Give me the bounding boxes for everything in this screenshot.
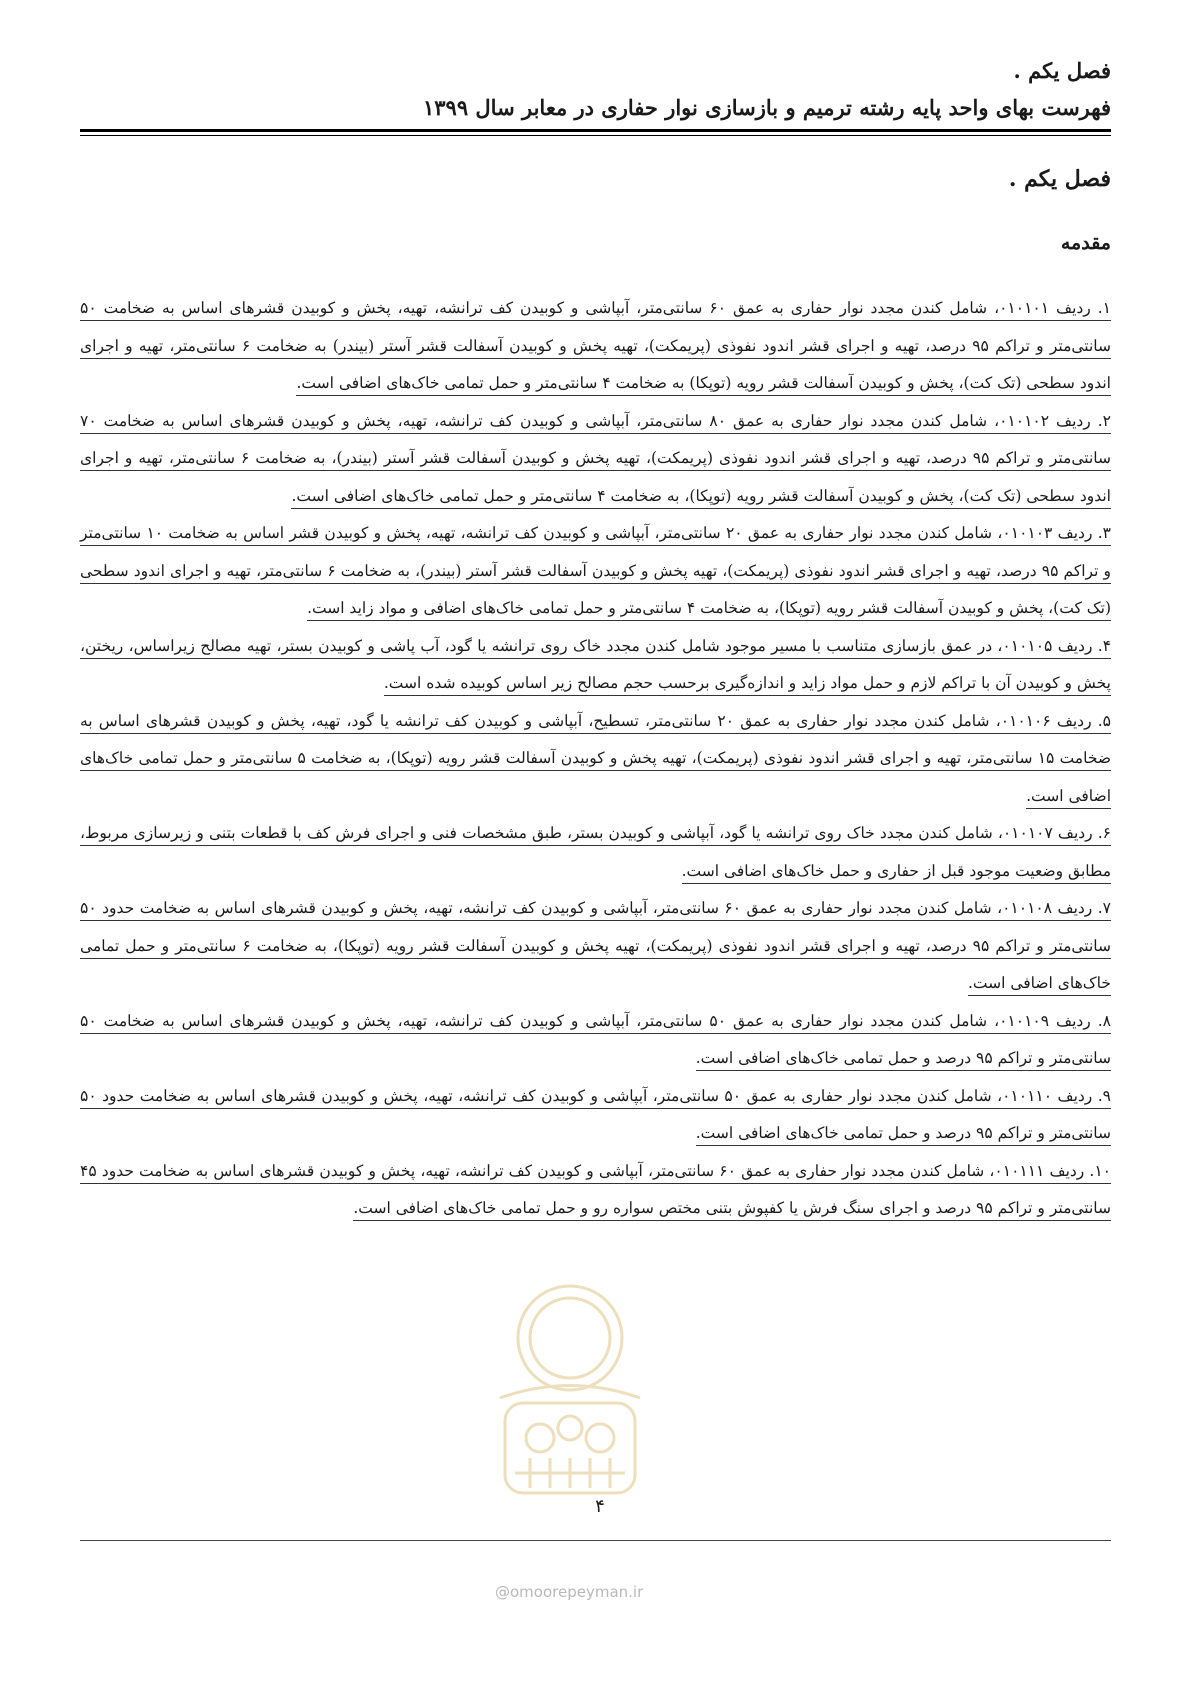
footer-rule bbox=[80, 1540, 1111, 1541]
item-text: ۷. ردیف ۰۱۰۱۰۸، شامل کندن مجدد نوار حفاری به عمق ۶۰ سانتی‌متر، آبپاشی و کوبیدن کف ترانشه، تهیه، پخش و کوبیدن قشرهای اساس به ضخامت حدود ۵۰ سانتی‌متر و تراکم ۹۵ درصد، تهیه و اجرای قشر اندود نفوذی (پریمکت)، تهیه پخش و کوبیدن آسفالت قشر رویه (توپکا)، به ضخامت ۶ سانتی‌متر و حمل تمامی خاک‌های اضافی است. bbox=[80, 899, 1111, 996]
list-item bbox=[80, 403, 1111, 516]
item-text: ۱۰. ردیف ۰۱۰۱۱۱، شامل کندن مجدد نوار حفاری به عمق ۶۰ سانتی‌متر، آبپاشی و کوبیدن کف ترانشه، تهیه، پخش و کوبیدن قشرهای اساس به ضخامت حدود ۴۵ سانتی‌متر و تراکم ۹۵ درصد و اجرای سنگ فرش یا کفپوش بتنی مختص سواره رو و حمل تمامی خاک‌های اضافی است. bbox=[80, 1162, 1111, 1222]
page-number: ۴ bbox=[595, 1496, 605, 1517]
list-item bbox=[80, 515, 1111, 628]
intro-heading: مقدمه bbox=[1060, 232, 1111, 254]
running-header-title: فهرست بهای واحد پایه رشته ترمیم و بازسازی نوار حفاری در معابر سال ۱۳۹۹ bbox=[422, 95, 1111, 120]
section-title: فصل یکم . bbox=[1008, 166, 1111, 192]
list-item bbox=[80, 1003, 1111, 1078]
item-text: ۹. ردیف ۰۱۰۱۱۰، شامل کندن مجدد نوار حفاری به عمق ۵۰ سانتی‌متر، آبپاشی و کوبیدن کف ترانشه، تهیه، پخش و کوبیدن قشرهای اساس به ضخامت حدود ۵۰ سانتی‌متر و تراکم ۹۵ درصد و حمل تمامی خاک‌های اضافی است. bbox=[80, 1087, 1111, 1147]
list-item bbox=[80, 1078, 1111, 1153]
item-text: ۴. ردیف ۰۱۰۱۰۵، در عمق بازسازی متناسب با مسیر موجود شامل کندن مجدد خاک روی ترانشه یا گود، آب پاشی و کوبیدن بستر، تهیه مصالح زیراساس، ریختن، پخش و کوبیدن آن با تراکم لازم و حمل مواد زاید و اندازه‌گیری برحسب حجم مصالح زیر اساس کوبیده شده است. bbox=[80, 637, 1111, 697]
running-header-chapter: فصل یکم . bbox=[1013, 58, 1111, 83]
list-item bbox=[80, 703, 1111, 816]
item-list bbox=[80, 290, 1111, 1228]
item-text: ۱. ردیف ۰۱۰۱۰۱، شامل کندن مجدد نوار حفاری به عمق ۶۰ سانتی‌متر، آبپاشی و کوبیدن کف ترانشه، تهیه، پخش و کوبیدن قشرهای اساس به ضخامت ۵۰ سانتی‌متر و تراکم ۹۵ درصد، تهیه و اجرای قشر اندود نفوذی (پریمکت)، تهیه پخش و کوبیدن آسفالت قشر آستر (بیندر) به ضخامت ۶ سانتی‌متر، تهیه و اجرای اندود سطحی (تک کت)، پخش و کوبیدن آسفالت قشر رویه (توپکا) به ضخامت ۴ سانتی‌متر و حمل تمامی خاک‌های اضافی است. bbox=[80, 299, 1111, 396]
list-item bbox=[80, 1153, 1111, 1228]
list-item bbox=[80, 290, 1111, 403]
item-text: ۲. ردیف ۰۱۰۱۰۲، شامل کندن مجدد نوار حفاری به عمق ۸۰ سانتی‌متر، آبپاشی و کوبیدن کف ترانشه، تهیه، پخش و کوبیدن قشرهای اساس به ضخامت ۷۰ سانتی‌متر و تراکم ۹۵ درصد، تهیه و اجرای قشر اندود نفوذی (پریمکت)، تهیه پخش و کوبیدن آسفالت قشر آستر (بیندر)، به ضخامت ۶ سانتی‌متر، تهیه و اجرای اندود سطحی (تک کت)، پخش و کوبیدن آسفالت قشر رویه (توپکا)، به ضخامت ۴ سانتی‌متر و حمل تمامی خاک‌های اضافی است. bbox=[80, 412, 1111, 509]
list-item bbox=[80, 890, 1111, 1003]
header-rule-thin bbox=[80, 135, 1111, 136]
item-text: ۳. ردیف ۰۱۰۱۰۳، شامل کندن مجدد نوار حفاری به عمق ۲۰ سانتی‌متر، آبپاشی و کوبیدن کف ترانشه، تهیه، پخش و کوبیدن قشر اساس به ضخامت ۱۰ سانتی‌متر و تراکم ۹۵ درصد، تهیه و اجرای قشر اندود نفوذی (پریمکت)، تهیه پخش و کوبیدن آسفالت قشر آستر (بیندر)، به ضخامت ۶ سانتی‌متر، تهیه و اجرای اندود سطحی (تک کت)، پخش و کوبیدن آسفالت قشر رویه (توپکا)، به ضخامت ۴ سانتی‌متر و حمل تمامی خاک‌های اضافی و مواد زاید است. bbox=[80, 524, 1111, 621]
header-rule-thick bbox=[80, 129, 1111, 132]
item-text: ۶. ردیف ۰۱۰۱۰۷، شامل کندن مجدد خاک روی ترانشه یا گود، آبپاشی و کوبیدن بستر، طبق مشخصات فنی و اجرای فرش کف با قطعات بتنی و زیرسازی مربوط، مطابق وضعیت موجود قبل از حفاری و حمل خاک‌های اضافی است. bbox=[80, 824, 1111, 884]
item-text: ۵. ردیف ۰۱۰۱۰۶، شامل کندن مجدد نوار حفاری به عمق ۲۰ سانتی‌متر، تسطیح، آبپاشی و کوبیدن کف ترانشه یا گود، تهیه، پخش و کوبیدن قشرهای اساس به ضخامت ۱۵ سانتی‌متر، تهیه و اجرای قشر اندود نفوذی (پریمکت)، تهیه پخش و کوبیدن آسفالت قشر رویه (توپکا)، به ضخامت ۵ سانتی‌متر و حمل تمامی خاک‌های اضافی است. bbox=[80, 712, 1111, 809]
list-item bbox=[80, 815, 1111, 890]
item-text: ۸. ردیف ۰۱۰۱۰۹، شامل کندن مجدد نوار حفاری به عمق ۵۰ سانتی‌متر، آبپاشی و کوبیدن کف ترانشه، تهیه، پخش و کوبیدن قشرهای اساس به ضخامت ۵۰ سانتی‌متر و تراکم ۹۵ درصد و حمل تمامی خاک‌های اضافی است. bbox=[80, 1012, 1111, 1072]
list-item bbox=[80, 628, 1111, 703]
website-watermark: @omoorepeyman.ir bbox=[495, 1583, 644, 1601]
seal-watermark-icon bbox=[470, 1278, 670, 1508]
